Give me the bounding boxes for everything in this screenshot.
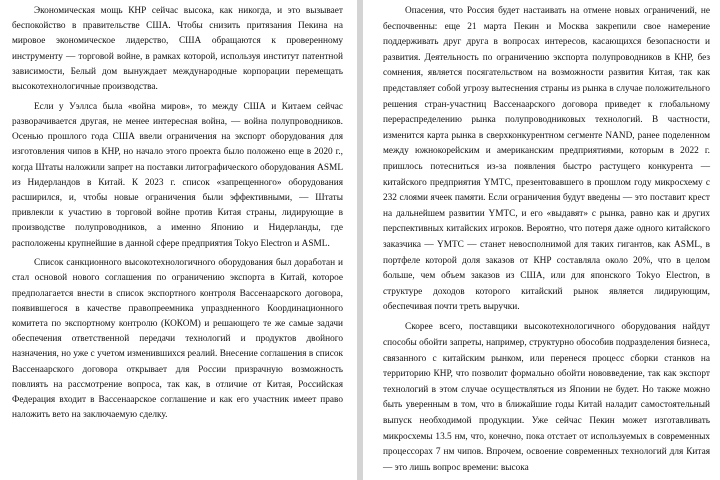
left-page xyxy=(0,0,357,480)
left-paragraph-1: Экономическая мощь КНР сейчас высока, как никогда, и это вызывает беспокойство в правительстве США. Чтобы снизить притязания Пекина на мировое экономическое лидерство, США обращаются к проверенному инструменту — торговой войне, в рамках которой, используя институт патентной зависимости, Белый дом вынуждает международные корпорации перемещать высокотехнологичные производства. xyxy=(12,6,343,93)
left-paragraph-2: Если у Уэллса была «война миров», то между США и Китаем сейчас разворачивается другая, не менее интересная война, — война полупроводников. Осенью прошлого года США ввели ограничения на экспорт оборудования для изготовления чипов в КНР, но начало этого проекта было положено еще в 2020 г., когда Штаты наложили запрет на поставки литографического оборудования ASML из Нидерландов в Китай. К 2023 г. список «запрещенного» оборудования расширился, и, чтобы новые ограничения были эффективными, — Штаты привлекли к участию в торговой войне против Китая страны, лидирующие в производстве полупроводников, а именно Японию и Нидерланды, где расположены крупнейшие в данной сфере предприятия Tokyo Electron и ASML. xyxy=(12,101,343,249)
right-paragraph-2: Скорее всего, поставщики высокотехнологичного оборудования найдут способы обойти запреты, например, структурно обособив подразделения бизнеса, связанного с китайским рынком, или перенеся процесс сборки станков на территорию КНР, что позволит формально обойти нововведение, так как экспорт технологий в этом случае осуществляться из Японии не будет. Но также можно быть уверенным в том, что в ближайшие годы Китай наладит самостоятельный выпуск необходимой продукции. Уже сейчас Пекин может изготавливать микросхемы 13.5 нм, что, конечно, пока отстает от используемых в современных процессорах 7 нм чипов. Впрочем, освоение современных технологий для Китая — это лишь вопрос времени: высока xyxy=(383,322,710,473)
right-page xyxy=(363,0,720,480)
right-paragraph-1: Опасения, что Россия будет настаивать на отмене новых ограничений, не беспочвенны: еще 21 марта Пекин и Москва закрепили свое намерение поддерживать друг друга в вопросах интересов, касающихся безопасности и развития. Деятельность по ограничению экспорта полупроводников в КНР, без сомнения, является посягательством на возможности развития Китая, так как представляет собой угрозу вытеснения страны из рынка в случае положительного решения стран-участниц Вассенаарского договора приведет к глобальному перераспределению рынка полупроводниковых технологий. В частности, изменится карта рынка в сверхконкурентном сегменте NAND, ранее поделенном между южнокорейским и американским предприятиями, которым в 2022 г. пришлось потесниться из-за появления быстро растущего конкурента — китайского предприятия YMTC, презентовавшего в прошлом году микросхему с 232 слоями ячеек памяти. Если ограничения будут введены — это поставит крест на дальнейшем развитии YMTC, и его «выдавят» с рынка, равно как и других перспективных китайских игроков. Вероятно, что потеря даже одного китайского заказчика — YMTC — станет невосполнимой для таких гигантов, как ASML, в портфеле которой доля заказов от КНР составляла около 20%, что в целом больше, чем объем заказов из США, или для японского Tokyo Electron, в структуре доходов которого китайский рынок является лидирующим, обеспечивая почти треть выручки. xyxy=(383,6,710,313)
left-paragraph-3: Список санкционного высокотехнологичного оборудования был доработан и стал основой нового соглашения по ограничению экспорта в Китай, которое предполагается внести в список экспортного контроля Вассенаарского договора, появившегося в качестве правопреемника упраздненного Координационного комитета по экспортному контролю (КОКОМ) и решающего те же самые задачи обеспечения ответственной передачи технологий и продуктов двойного назначения, но уже с учетом изменившихся реалий. Внесение соглашения в список Вассенаарского договора открывает для России призрачную возможность повлиять на рассмотрение вопроса, так как, в отличие от Китая, Российская Федерация входит в Вассенаарское соглашение и как его участник имеет право наложить вето на заключаемую сделку. xyxy=(12,258,343,421)
